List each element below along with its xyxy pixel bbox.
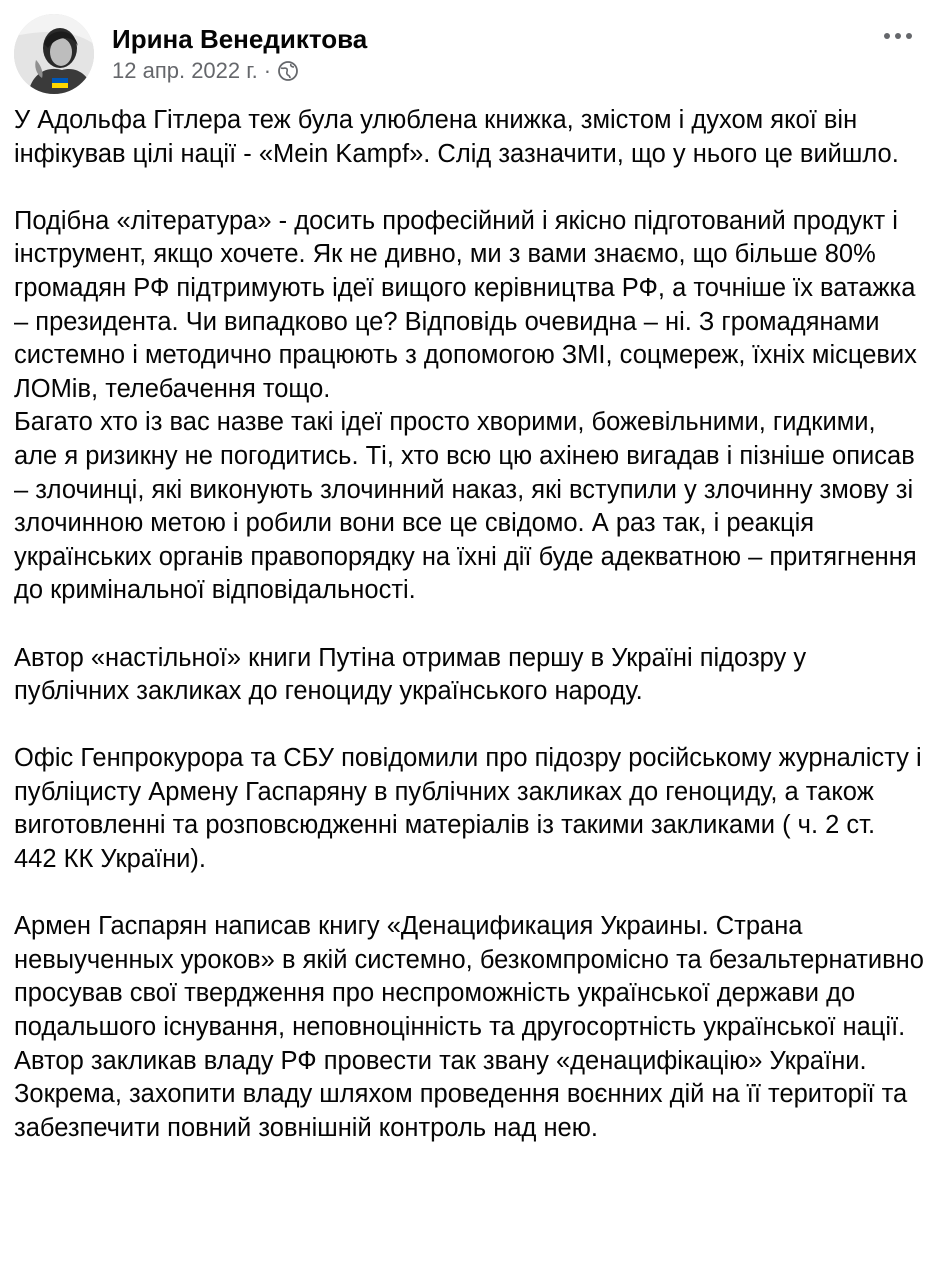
post-meta [112,58,299,84]
globe-icon[interactable] [277,60,299,82]
post-paragraph: У Адольфа Гітлера теж була улюблена книжка, змістом і духом якої він інфікував цілі нації - «Mein Kampf». Слід зазначити, що у нього це вийшло. [14,106,899,168]
post-paragraph: Подібна «література» - досить професійний і якісно підготований продукт і інструмент, якщо хочете. Як не дивно, ми з вами знаємо, що більше 80% громадян РФ підтримують ідеї вищого керівництва РФ, а точніше їх ватажка – президента. Чи випадково це? Відповідь очевидна – ні. З громадянами системно і методично працюють з допомогою ЗМІ, соцмереж, їхніх місцевих ЛОМів, телебачення тощо. [14,206,917,403]
post-paragraph: Багато хто із вас назве такі ідеї просто хворими, божевільними, гидкими, але я ризикну не погодитись. Ті, хто всю цю ахінею вигадав і пізніше описав – злочинці, які виконують злочинний наказ, які вступили у злочинну змову зі злочинною метою і робили вони все це свідомо. А раз так, і реакція українських органів правопорядку на їхні дії буде адекватною – притягнення до кримінальної відповідальності. [14,408,917,605]
author-name[interactable]: Ирина Венедиктова [112,24,368,54]
post-text [14,104,924,1145]
post-date[interactable]: 12 апр. 2022 г. [112,58,258,83]
avatar-photo [14,14,94,94]
more-dots-icon [883,32,913,40]
avatar[interactable] [14,14,94,94]
more-options-button[interactable] [876,18,920,54]
post-paragraph: Автор «настільної» книги Путіна отримав першу в Україні підозру у публічних закликах до геноциду українського народу. [14,643,807,706]
post-paragraph: Армен Гаспарян написав книгу «Денацификация Украины. Страна невыученных уроков» в якій системно, безкомпромісно та безальтернативно просував свої твердження про неспроможність української держави до подальшого існування, неповноцінність та другосортність української нації. Автор закликав владу РФ провести так звану «денацифікацію» України. Зокрема, захопити владу шляхом проведення воєнних дій на її території та забезпечити повний зовнішній контроль над нею. [14,912,924,1142]
post-header [14,14,920,96]
meta-separator: · [263,58,272,83]
post-paragraph: Офіс Генпрокурора та СБУ повідомили про підозру російському журналісту і публіцисту Армену Гаспаряну в публічних закликах до геноциду, а також виготовленні та розповсюдженні матеріалів із такими закликами ( ч. 2 ст. 442 КК України). [14,744,922,874]
